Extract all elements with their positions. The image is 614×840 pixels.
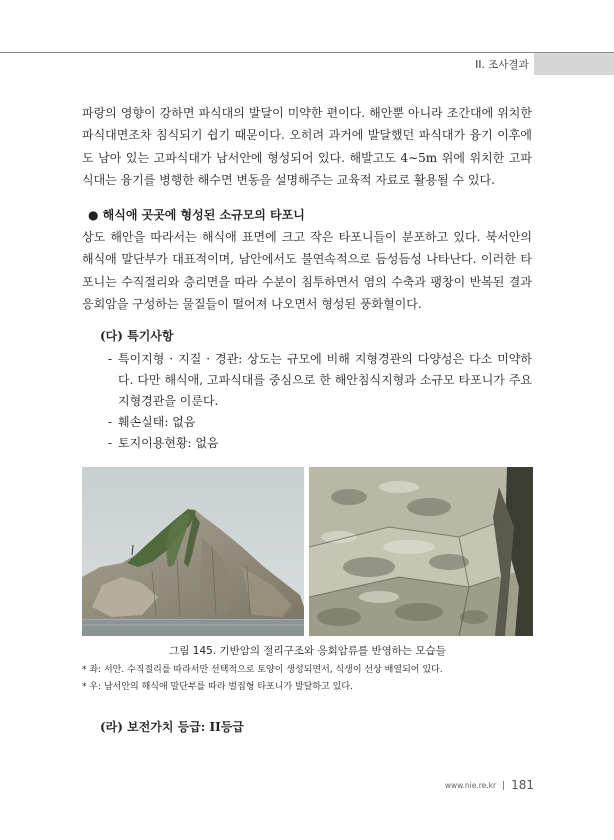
bullet-heading-tafoni: ● 해식애 곳곳에 형성된 소규모의 타포니 bbox=[88, 208, 305, 222]
list-item-text: 훼손실태: 없음 bbox=[118, 415, 196, 429]
figure-caption: 그림 145. 기반암의 절리구조와 응회암류를 반영하는 모습들 bbox=[169, 645, 446, 657]
running-header bbox=[470, 53, 614, 75]
list-item bbox=[108, 349, 532, 412]
list-dash: - bbox=[108, 415, 113, 429]
section-heading-ra: (라) 보전가치 등급: II등급 bbox=[100, 720, 244, 734]
list-item bbox=[108, 412, 532, 433]
photo-tafoni-cliff bbox=[309, 467, 533, 636]
figure-note-left: * 좌: 서안. 수직절리를 따라서만 선택적으로 토양이 생성되면서, 식생이 선상 배열되어 있다. bbox=[82, 665, 443, 675]
list-item-text: 토지이용현황: 없음 bbox=[118, 436, 219, 450]
special-notes-list bbox=[108, 349, 532, 454]
list-dash: - bbox=[108, 352, 113, 366]
paragraph-1: 파랑의 영향이 강하면 파식대의 발달이 미약한 편이다. 해안뿐 아니라 조간대에 위치한 파식대면조차 침식되기 쉽기 때문이다. 오히려 과거에 발달했던 파식대가 융기 이후에도 남아 있는 고파식대가 남서안에 형성되어 있다. 해발고도 4∼5m 위에 위치한 고파식대는 융기를 병행한 해수면 변동을 설명해주는 교육적 자료로 활용될 수 있다. bbox=[82, 106, 532, 187]
page-number: 181 bbox=[511, 778, 534, 792]
list-item bbox=[108, 433, 532, 454]
section-heading-da: (다) 특기사항 bbox=[100, 329, 174, 343]
header-gray-block bbox=[534, 53, 614, 75]
section-label: II. 조사결과 bbox=[475, 58, 529, 71]
footer-url: www.nie.re.kr bbox=[444, 780, 497, 790]
paragraph-2: 상도 해안을 따라서는 해식애 표면에 크고 작은 타포니들이 분포하고 있다. 북서안의 해식애 말단부가 대표적이며, 남안에서도 불연속적으로 듬성듬성 나타난다. 이러한 타포니는 수직절리와 층리면을 따라 수분이 침투하면서 염의 수축과 팽창이 반복된 결과 응회암을 구성하는 물질들이 떨어져 나오면서 형성된 풍화혈이다. bbox=[82, 230, 532, 311]
page-footer bbox=[445, 778, 534, 792]
footer-divider bbox=[503, 781, 504, 790]
figure-note-right: * 우: 남서안의 해식애 말단부를 따라 벌집형 타포니가 발달하고 있다. bbox=[82, 682, 353, 692]
list-dash: - bbox=[108, 436, 113, 450]
photo-west-coast-island bbox=[82, 467, 304, 636]
list-item-text: 특이지형 · 지질 · 경관: 상도는 규모에 비해 지형경관의 다양성은 다소 미약하다. 다만 해식애, 고파식대를 중심으로 한 해안침식지형과 소규모 타포니가 주요 지형경관을 이룬다. bbox=[118, 352, 532, 408]
figure-notes bbox=[82, 662, 542, 696]
